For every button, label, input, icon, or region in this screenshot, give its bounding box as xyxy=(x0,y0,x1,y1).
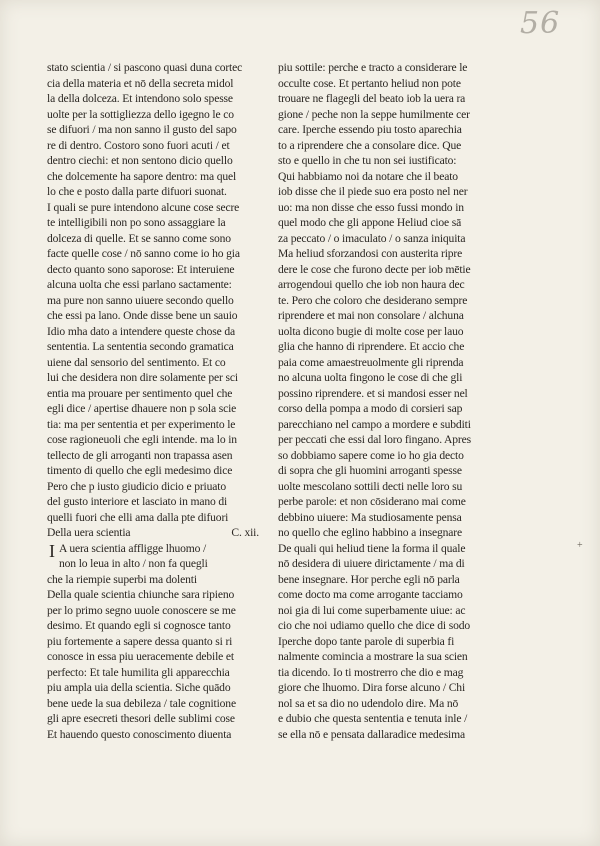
text-line: no alcuna uolta fingono le cose di che gli xyxy=(278,371,463,384)
text-line: uiene dal sensorio del sentimento. Et co xyxy=(47,355,226,369)
text-line: iob disse che il piede suo era posto nel ner xyxy=(278,185,468,198)
text-line: la della dolceza. Et intendono solo spesse xyxy=(47,92,233,105)
text-line: tia: ma per sententia et per experimento le xyxy=(47,417,236,431)
text-line: desimo. Et quando egli si cognosce tanto xyxy=(47,619,231,632)
text-line: Et hauendo questo conoscimento diuenta xyxy=(47,727,232,741)
text-line: nalmente comincia a mostrare la sua scien xyxy=(278,650,468,663)
text-line: decto quanto sono saporose: Et interuiene xyxy=(47,262,235,276)
chapter-title: Della uera scientia xyxy=(47,526,131,539)
text-line: se difuori / ma non sanno il gusto del sapo xyxy=(47,123,237,136)
text-line: conosce in essa piu ueracemente debile et xyxy=(47,650,234,663)
chapter-heading xyxy=(47,525,259,541)
text-line: sententia. La sententia secondo gramatica xyxy=(47,340,234,353)
text-line: del gusto interiore et lasciato in mano di xyxy=(47,495,228,508)
text-line: ma pure non sanno uiuere secondo quello xyxy=(47,293,234,307)
text-line: noi gia di lui come superbamente uiue: ac xyxy=(278,603,466,617)
text-line: timento di quello che egli medesimo dice xyxy=(47,464,233,477)
text-line: quel modo che gli appone Heliud cioe sā xyxy=(278,216,462,229)
text-line: bene insegnare. Hor perche egli nō parla xyxy=(278,572,460,586)
text-line: non lo leua in alto / non fa quegli xyxy=(59,557,208,570)
text-line: De quali qui heliud tiene la forma il quale xyxy=(278,541,466,555)
text-line: te. Pero che coloro che desiderano sempre xyxy=(278,293,468,307)
text-line: care. Iperche essendo piu tosto aparechia xyxy=(278,123,462,136)
text-line: cia della materia et nō della secreta midol xyxy=(47,76,234,90)
right-text-column xyxy=(278,60,490,742)
text-line: debbino uiuere: Ma studiosamente pensa xyxy=(278,510,462,524)
text-line: piu sottile: perche e tracto a considerare le xyxy=(278,61,468,74)
text-line: uo: ma non disse che esso fussi mondo in xyxy=(278,200,464,214)
text-line: I quali se pure intendono alcune cose secre xyxy=(47,200,240,214)
text-line: piu fortemente a sapere dessa quanto si ri xyxy=(47,634,233,648)
text-line: che la riempie superbi ma dolenti xyxy=(47,572,197,586)
text-line: che essi pa lano. Onde disse bene un sauio xyxy=(47,309,238,322)
text-line: trouare ne flagegli del beato iob la uera ra xyxy=(278,92,466,105)
text-line: re di dentro. Costoro sono fuori acuti / et xyxy=(47,138,230,152)
text-line: dere le cose che furono decte per iob mētie xyxy=(278,262,471,276)
text-line: parecchiano nel campo a mordere e subditi xyxy=(278,417,471,431)
text-line: Iperche dopo tante parole di superbia fi xyxy=(278,634,455,648)
text-line: glia che hanno di riprendere. Et accio che xyxy=(278,340,465,353)
text-line: dentro ciechi: et non sentono dicio quello xyxy=(47,154,233,167)
text-line: entia ma prouare per sentimento quel che xyxy=(47,386,233,400)
text-line: corso della pompa a modo di corsieri sap xyxy=(278,402,463,415)
chapter-initial-letter: I xyxy=(49,541,55,561)
text-line: di sopra che gli huomini arroganti spesse xyxy=(278,464,462,477)
text-line: cose ragioneuoli che egli intende. ma lo in xyxy=(47,433,237,446)
text-line: per peccati che essi dal loro fingano. Apres xyxy=(278,433,471,446)
text-line: dolceza di quelle. Et se sanno come sono xyxy=(47,231,231,245)
text-line: Pero che p iusto giudicio dicio e priuato xyxy=(47,479,226,493)
text-line: uolta dicono bugie di molte cose per lauo xyxy=(278,324,464,338)
text-line: lui che desidera non dire solamente per sci xyxy=(47,371,238,384)
text-line: quelli fuori che elli ama dalla pte difuori xyxy=(47,510,229,524)
text-line: tellecto de gli arroganti non trapassa asen xyxy=(47,448,233,462)
text-line: te intelligibili non po sono assaggiare la xyxy=(47,216,226,229)
text-line: A uera scientia affligge lhuomo / xyxy=(59,541,207,555)
text-line: alcuna uolta che essi parlano sactamente: xyxy=(47,278,232,291)
text-line: che dolcemente ha sapore dentro: ma quel xyxy=(47,169,237,183)
text-line: gli apre esecreti thesori delle sublimi cose xyxy=(47,712,235,725)
text-line: come docto ma come arrogante tacciamo xyxy=(278,588,463,601)
text-line: piu ampla uia della scientia. Siche quādo xyxy=(47,681,231,694)
text-line: za peccato / o imaculato / o sanza iniquita xyxy=(278,231,466,245)
text-line: riprendere et mai non consolare / alchuna xyxy=(278,309,464,322)
text-line: no quello che eglino habbino a insegnare xyxy=(278,526,462,539)
text-line: to a riprendere che a consolare dice. Que xyxy=(278,138,462,152)
text-line: arrogendoui quello che iob non haura dec xyxy=(278,278,465,291)
text-line: facte quelle cose / nō sanno come io ho gia xyxy=(47,247,240,260)
text-line: giore che lhuomo. Dira forse alcuno / Chi xyxy=(278,681,466,694)
text-line: Ma heliud sforzandosi con austerita ripre xyxy=(278,247,463,260)
text-line: bene uede la sua debileza / tale cognitione xyxy=(47,696,236,710)
text-line: tia dicendo. Io ti mostrerro che dio e mag xyxy=(278,665,464,679)
margin-mark: + xyxy=(577,540,583,551)
text-line: Della quale scientia chiunche sara ripieno xyxy=(47,588,235,601)
text-line: gione / peche non la seppe humilmente cer xyxy=(278,107,470,121)
chapter-number: C. xii. xyxy=(231,526,259,539)
folio-number: 56 xyxy=(520,6,561,41)
text-line: stato scientia / si pascono quasi duna cortec xyxy=(47,61,243,74)
text-line: lo che e posto dalla parte difuori suonat. xyxy=(47,185,227,198)
text-line: nol sa et sa dio no udendolo dire. Ma nō xyxy=(278,696,459,710)
left-text-column xyxy=(47,60,259,742)
text-line: sto e quello in che tu non sei iustificato: xyxy=(278,154,457,167)
text-line: egli dice / apertise dhauere non p sola scie xyxy=(47,402,237,415)
text-line: possino riprendere. et si mandosi esser nel xyxy=(278,386,468,400)
text-line: per lo primo segno uuole conoscere se me xyxy=(47,603,236,617)
text-line: se ella nō e pensata dallaradice medesima xyxy=(278,727,465,741)
text-line: paia come amaestreuolmente gli riprenda xyxy=(278,355,464,369)
text-line: perbe parole: et non cōsiderano mai come xyxy=(278,495,466,508)
text-line: uolte mescolano sottili decti nelle loro su xyxy=(278,479,463,493)
text-line: nō desidera di uiuere dirictamente / ma di xyxy=(278,557,465,570)
text-line: uolte per la sottigliezza dello igegno le co xyxy=(47,107,234,121)
text-line: Idio mha dato a intendere queste chose da xyxy=(47,324,235,338)
text-line: e dubio che questa sententia e tenuta inle / xyxy=(278,712,468,725)
text-line: occulte cose. Et pertanto heliud non pote xyxy=(278,76,461,90)
text-line: cio che noi udiamo quello che dice di sodo xyxy=(278,619,471,632)
text-line: perfecto: Et tale humilita gli apparecchia xyxy=(47,665,230,679)
text-line: so dobbiamo sapere come io ho gia decto xyxy=(278,448,464,462)
text-line: Qui habbiamo noi da notare che il beato xyxy=(278,169,458,183)
